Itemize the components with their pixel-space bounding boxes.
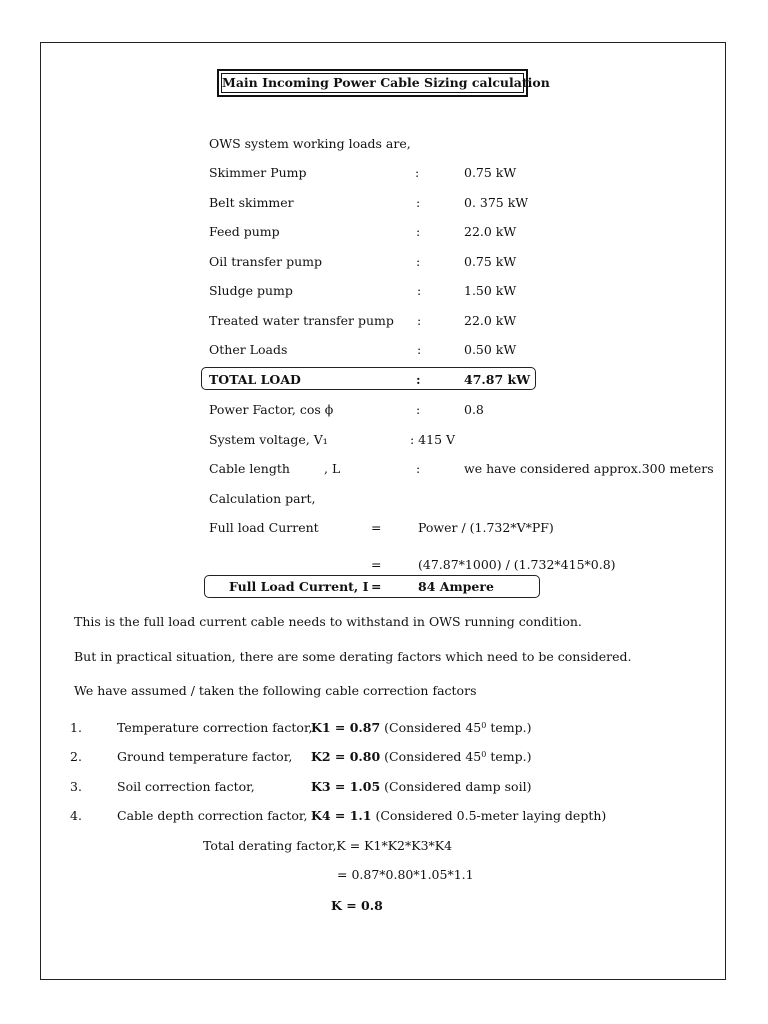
factor-note-end: temp.) bbox=[486, 720, 532, 735]
flc-result-value: 84 Ampere bbox=[418, 579, 494, 594]
factor-number: 3. bbox=[70, 779, 82, 794]
factor-note: (Considered 0.5-meter laying depth) bbox=[375, 808, 607, 823]
load-value: 1.50 kW bbox=[464, 283, 517, 298]
flc-result-label: Full Load Current, I bbox=[229, 579, 369, 594]
load-value: 22.0 kW bbox=[464, 224, 517, 239]
factor-number: 2. bbox=[70, 749, 82, 764]
load-name: Sludge pump bbox=[209, 283, 293, 298]
factor-k: K3 = 1.05 bbox=[311, 779, 381, 794]
power-factor-value: 0.8 bbox=[464, 402, 484, 417]
factor-note-end: temp.) bbox=[486, 749, 532, 764]
load-value: 0.75 kW bbox=[464, 254, 517, 269]
flc-result-eq: = bbox=[371, 579, 382, 594]
load-sep: : bbox=[417, 283, 422, 298]
factor-note: (Considered 45 bbox=[384, 720, 482, 735]
factor-number: 4. bbox=[70, 808, 82, 823]
calc-heading: Calculation part, bbox=[209, 491, 316, 506]
power-factor-label: Power Factor, cos ϕ bbox=[209, 402, 334, 417]
degree-sup: 0 bbox=[481, 750, 487, 759]
factor-item bbox=[311, 808, 606, 823]
load-sep: : bbox=[415, 165, 420, 180]
load-value: 22.0 kW bbox=[464, 313, 517, 328]
load-name: Other Loads bbox=[209, 342, 288, 357]
load-value: 0.75 kW bbox=[464, 165, 517, 180]
total-derating-formula: Total derating factor,K = K1*K2*K3*K4 bbox=[203, 838, 453, 853]
voltage-value: : 415 V bbox=[410, 432, 456, 447]
factor-name: Cable depth correction factor, bbox=[117, 808, 308, 823]
flc-eq-2: = bbox=[371, 557, 382, 572]
derating-calculation: = 0.87*0.80*1.05*1.1 bbox=[337, 867, 474, 882]
load-sep: : bbox=[417, 313, 422, 328]
load-value: 0.50 kW bbox=[464, 342, 517, 357]
load-name: Skimmer Pump bbox=[209, 165, 307, 180]
cable-length-value: we have considered approx.300 meters bbox=[464, 461, 714, 476]
factor-name: Ground temperature factor, bbox=[117, 749, 293, 764]
factor-item bbox=[311, 779, 531, 794]
flc-eq: = bbox=[371, 520, 382, 535]
factor-k: K1 = 0.87 bbox=[311, 720, 381, 735]
cable-length-symbol: , L bbox=[324, 461, 341, 476]
cable-length-sep: : bbox=[416, 461, 421, 476]
load-value: 0. 375 kW bbox=[464, 195, 529, 210]
paragraph: But in practical situation, there are some derating factors which need to be considered. bbox=[74, 649, 632, 664]
power-factor-sep: : bbox=[416, 402, 421, 417]
load-name: Oil transfer pump bbox=[209, 254, 323, 269]
total-load-sep: : bbox=[416, 372, 421, 387]
factor-name: Soil correction factor, bbox=[117, 779, 255, 794]
paragraph: We have assumed / taken the following cable correction factors bbox=[74, 683, 477, 698]
flc-formula: Power / (1.732*V*PF) bbox=[418, 520, 554, 535]
load-sep: : bbox=[416, 195, 421, 210]
total-load-value: 47.87 kW bbox=[464, 372, 531, 387]
load-sep: : bbox=[416, 224, 421, 239]
load-name: Treated water transfer pump bbox=[209, 313, 394, 328]
derating-result: K = 0.8 bbox=[331, 898, 383, 913]
paragraph: This is the full load current cable needs to withstand in OWS running condition. bbox=[74, 614, 582, 629]
degree-sup: 0 bbox=[481, 721, 487, 730]
cable-length-label: Cable length bbox=[209, 461, 290, 476]
flc-label: Full load Current bbox=[209, 520, 319, 535]
factor-number: 1. bbox=[70, 720, 82, 735]
factor-note: (Considered damp soil) bbox=[384, 779, 532, 794]
voltage-label: System voltage, V₁ bbox=[209, 432, 328, 447]
load-sep: : bbox=[416, 254, 421, 269]
flc-formula-2: (47.87*1000) / (1.732*415*0.8) bbox=[418, 557, 616, 572]
factor-item bbox=[311, 720, 531, 735]
factor-k: K4 = 1.1 bbox=[311, 808, 372, 823]
factor-k: K2 = 0.80 bbox=[311, 749, 381, 764]
load-sep: : bbox=[417, 342, 422, 357]
load-name: Belt skimmer bbox=[209, 195, 294, 210]
load-name: Feed pump bbox=[209, 224, 280, 239]
intro-text: OWS system working loads are, bbox=[209, 136, 411, 151]
factor-item bbox=[311, 749, 531, 764]
total-load-label: TOTAL LOAD bbox=[209, 372, 301, 387]
factor-name: Temperature correction factor, bbox=[117, 720, 313, 735]
page-title: Main Incoming Power Cable Sizing calculation bbox=[222, 75, 550, 90]
factor-note: (Considered 45 bbox=[384, 749, 482, 764]
